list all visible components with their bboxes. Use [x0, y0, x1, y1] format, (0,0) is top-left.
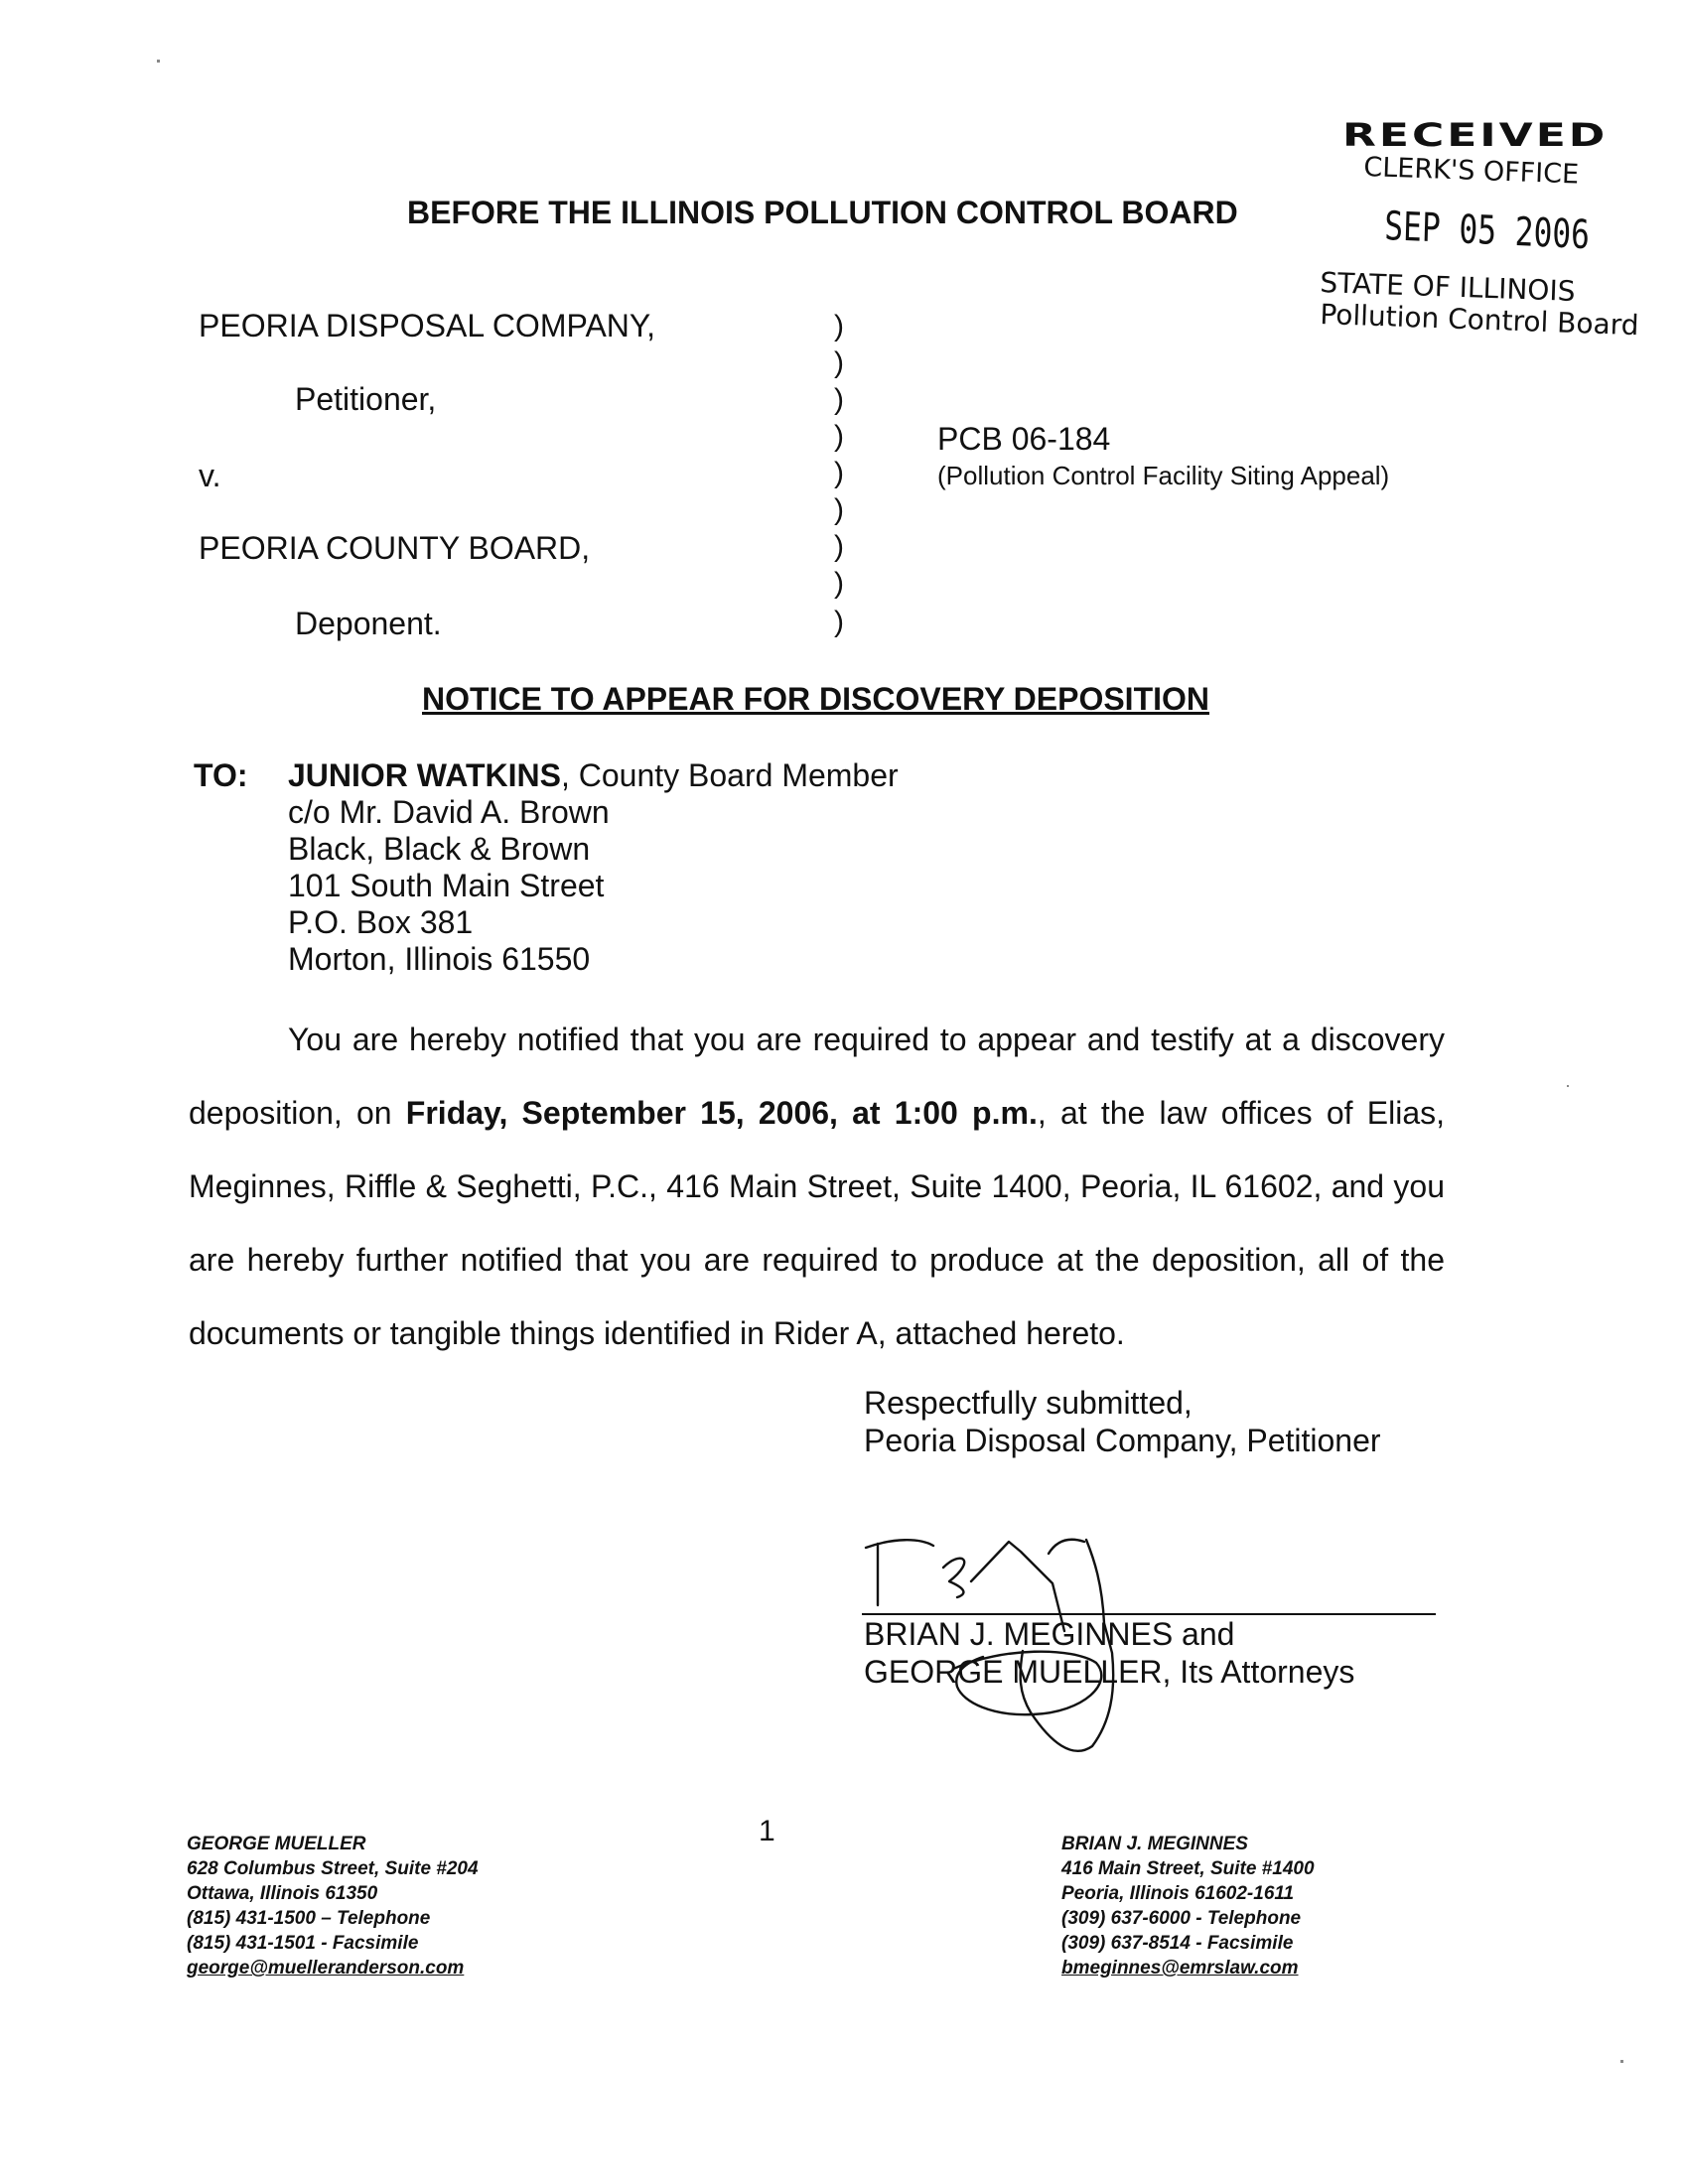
addressee-line-4: 101 South Main Street — [288, 868, 605, 903]
caption-paren: ) — [834, 567, 844, 600]
court-heading: BEFORE THE ILLINOIS POLLUTION CONTROL BOARD — [407, 195, 1238, 230]
body-paragraph — [189, 1003, 1445, 1370]
addressee-line-3: Black, Black & Brown — [288, 831, 591, 867]
addressee-line-6: Morton, Illinois 61550 — [288, 941, 591, 977]
respondent-role: Deponent. — [295, 606, 442, 641]
petitioner-role: Petitioner, — [295, 381, 437, 417]
footer-right-name: BRIAN J. MEGINNES — [1061, 1834, 1248, 1854]
received-stamp-label: RECEIVED — [1342, 117, 1609, 154]
body-text-after: , at the law offices of Elias, Meginnes, Riffle & Seghetti, P.C., 416 Main Street, Suite 1400, Peoria, IL 61602, and you are hereby further notified that you are required to produce at the deposition, all of the documents or tangible things identified in Rider A, attached hereto. — [189, 1095, 1446, 1351]
received-date: SEP 05 2006 — [1383, 204, 1591, 259]
footer-right-city: Peoria, Illinois 61602-1611 — [1061, 1883, 1295, 1904]
closing-line-1: Respectfully submitted, — [864, 1385, 1193, 1421]
caption-paren: ) — [834, 346, 844, 379]
petitioner-name: PEORIA DISPOSAL COMPANY, — [199, 308, 655, 343]
notice-title: NOTICE TO APPEAR FOR DISCOVERY DEPOSITION — [422, 681, 1209, 717]
caption-paren: ) — [834, 310, 844, 342]
handwritten-signature — [854, 1524, 1231, 1782]
scan-speck — [1620, 2060, 1623, 2063]
to-label: TO: — [194, 757, 248, 793]
addressee-line-1 — [288, 757, 899, 794]
scan-speck — [1567, 1085, 1569, 1087]
signature-block-line-1: BRIAN J. MEGINNES and — [864, 1616, 1235, 1652]
footer-left-address — [187, 1832, 479, 1980]
caption-paren: ) — [834, 493, 844, 526]
footer-left-street: 628 Columbus Street, Suite #204 — [187, 1858, 479, 1879]
case-number: PCB 06-184 — [937, 421, 1111, 457]
footer-right-email[interactable]: bmeginnes@emrslaw.com — [1061, 1958, 1299, 1979]
deposition-date-time: Friday, September 15, 2006, at 1:00 p.m. — [405, 1095, 1038, 1131]
addressee-line-2: c/o Mr. David A. Brown — [288, 794, 610, 830]
footer-left-name: GEORGE MUELLER — [187, 1834, 366, 1854]
addressee-title: , County Board Member — [560, 757, 899, 793]
footer-left-fax: (815) 431-1501 - Facsimile — [187, 1933, 419, 1954]
addressee-line-5: P.O. Box 381 — [288, 904, 474, 940]
clerk-office-label: CLERK'S OFFICE — [1362, 152, 1580, 191]
footer-right-phone: (309) 637-6000 - Telephone — [1061, 1908, 1302, 1929]
case-type: (Pollution Control Facility Siting Appeal) — [937, 461, 1390, 490]
scan-speck — [157, 60, 160, 63]
footer-left-phone: (815) 431-1500 – Telephone — [187, 1908, 431, 1929]
footer-left-email[interactable]: george@muelleranderson.com — [187, 1958, 465, 1979]
addressee-name: JUNIOR WATKINS — [288, 757, 561, 793]
closing-line-2: Peoria Disposal Company, Petitioner — [864, 1423, 1381, 1458]
caption-paren: ) — [834, 606, 844, 638]
versus-label: v. — [199, 458, 221, 493]
caption-paren: ) — [834, 530, 844, 563]
footer-right-address — [1061, 1832, 1315, 1980]
signature-block-line-2: GEORGE MUELLER, Its Attorneys — [864, 1654, 1355, 1690]
stamp-board: Pollution Control Board — [1319, 298, 1640, 342]
stamp-state: STATE OF ILLINOIS — [1319, 266, 1576, 308]
body-text-before: You are hereby notified that you are required to appear and testify at a discovery deposition, on — [189, 1022, 1445, 1131]
caption-paren: ) — [834, 457, 844, 489]
footer-right-fax: (309) 637-8514 - Facsimile — [1061, 1933, 1294, 1954]
page-number: 1 — [759, 1815, 775, 1847]
respondent-name: PEORIA COUNTY BOARD, — [199, 530, 591, 566]
caption-paren: ) — [834, 420, 844, 453]
footer-left-city: Ottawa, Illinois 61350 — [187, 1883, 378, 1904]
footer-right-street: 416 Main Street, Suite #1400 — [1061, 1858, 1315, 1879]
caption-paren: ) — [834, 383, 844, 416]
